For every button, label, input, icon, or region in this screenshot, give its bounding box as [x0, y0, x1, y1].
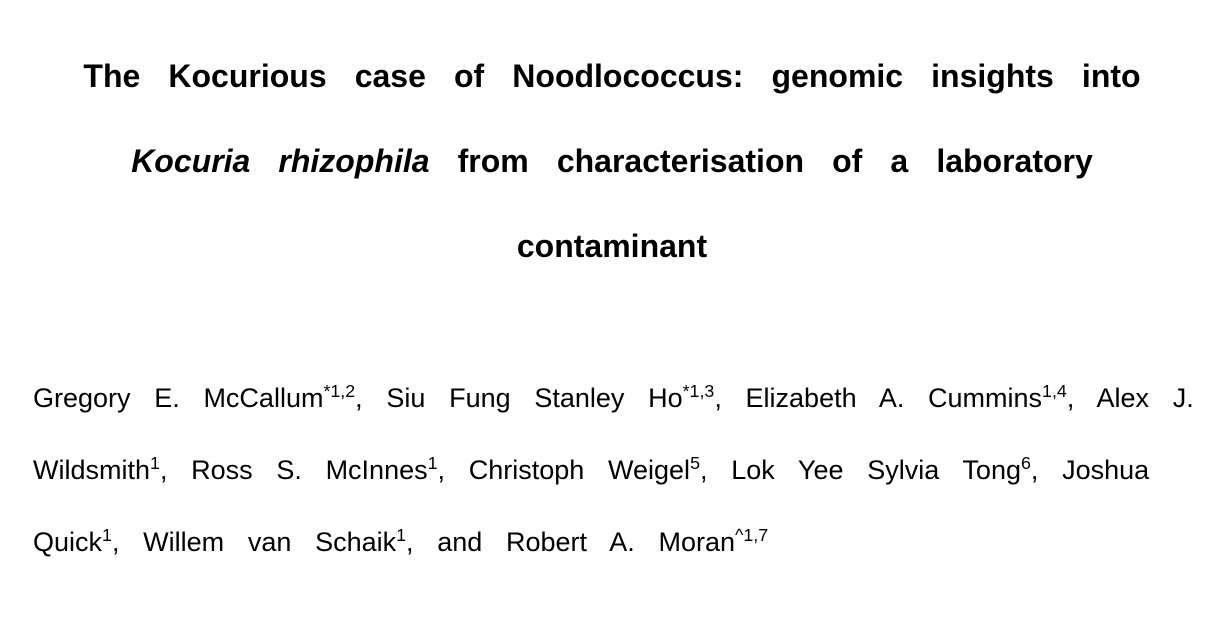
author: [33, 383, 386, 413]
author-separator: ,: [1066, 383, 1097, 413]
author-affiliation-marker: 1: [427, 453, 438, 473]
author: [469, 455, 731, 485]
author-separator: ,: [699, 455, 732, 485]
author: [731, 455, 1062, 485]
author-name: Joshua Quick: [33, 455, 1150, 557]
author-affiliation-marker: 1: [150, 453, 160, 473]
author-name: Gregory E. McCallum: [33, 383, 324, 413]
author-affiliation-marker: 1: [102, 525, 112, 545]
author-affiliation-marker: *1,3: [682, 381, 715, 401]
author-name: Willem van Schaik: [143, 527, 397, 557]
author: [191, 455, 469, 485]
author-separator: ,: [355, 383, 387, 413]
author-separator: ,: [437, 455, 469, 485]
author-name: Lok Yee Sylvia Tong: [731, 455, 1021, 485]
author-separator: ,: [714, 383, 746, 413]
author-separator: , and: [406, 527, 506, 557]
title-part-3: from characterisation of a laboratory contaminant: [457, 143, 1093, 264]
author-name: Ross S. McInnes: [191, 455, 428, 485]
author-name: Robert A. Moran: [506, 527, 735, 557]
author-affiliation-marker: *1,2: [323, 381, 356, 401]
author-name: Christoph Weigel: [468, 455, 691, 485]
author-name: Elizabeth A. Cummins: [745, 383, 1043, 413]
species-name-italic: Kocuria rhizophila: [131, 143, 430, 179]
title-part-1: The Kocurious case of Noodlococcus: genomic insights into: [83, 58, 1141, 94]
author-affiliation-marker: 5: [690, 453, 700, 473]
author: [386, 383, 745, 413]
author-affiliation-marker: 6: [1020, 453, 1031, 473]
author-affiliation-marker: 1,4: [1042, 381, 1067, 401]
author-list: [33, 362, 1213, 578]
author-separator: ,: [1030, 455, 1063, 485]
author-separator: ,: [111, 527, 144, 557]
author: [746, 383, 1097, 413]
paper-title: [37, 34, 1187, 289]
author-name: Siu Fung Stanley Ho: [386, 383, 683, 413]
author-affiliation-marker: 1: [396, 525, 407, 545]
author-name: Alex J. Wildsmith: [33, 383, 1194, 485]
author: [506, 527, 768, 557]
author-separator: ,: [159, 455, 192, 485]
author: [143, 527, 506, 557]
author-affiliation-marker: ^1,7: [735, 525, 769, 545]
